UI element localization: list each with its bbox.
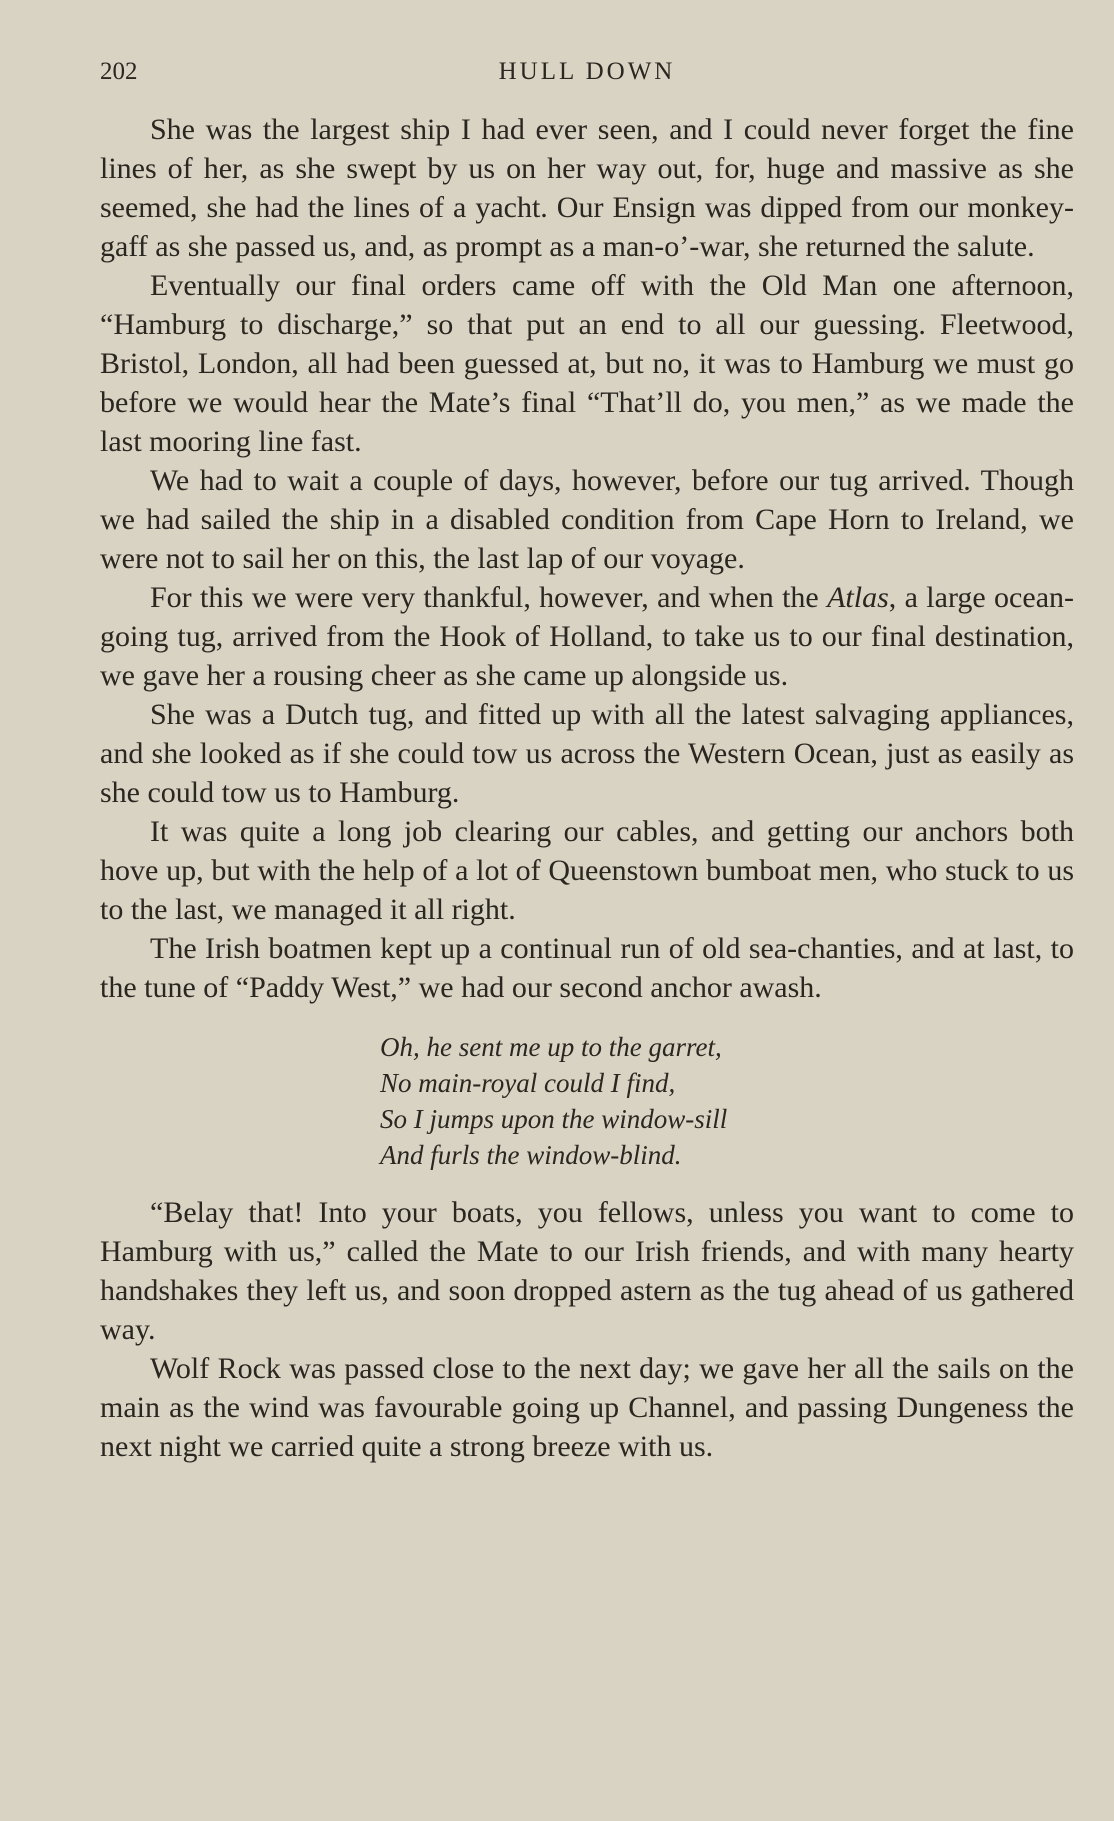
paragraph: She was a Dutch tug, and fitted up with all the latest salvaging appliances, and she looked as if she could tow us across the Western Ocean, just as easily as she could tow us to Hamburg. (100, 698, 1074, 809)
verse-line: No main-royal could I find, (380, 1068, 676, 1098)
paragraph: Wolf Rock was passed close to the next day; we gave her all the sails on the main as the wind was favourable going up Channel, and passing Dungeness the next night we carried quite a strong breeze with us. (100, 1352, 1074, 1463)
paragraph: It was quite a long job clearing our cables, and getting our anchors both hove up, but with the help of a lot of Queenstown bumboat men, who stuck to us to the last, we managed it all right. (100, 815, 1074, 926)
paragraph: The Irish boatmen kept up a continual run of old sea-chanties, and at last, to the tune of “Paddy West,” we had our second anchor awash. (100, 932, 1074, 1004)
paragraph-text: , a large ocean-going tug, arrived from the Hook of Holland, to take us to our final destination, we gave her a rousing cheer as she came up alongside us. (100, 581, 1074, 692)
paragraph: Eventually our final orders came off with the Old Man one afternoon, “Hamburg to discharge,” so that put an end to all our guessing. Fleetwood, Bristol, London, all had been guessed at, but no, it was to Hamburg we must go before we would hear the Mate’s final “That’ll do, you men,” as we made the last mooring line fast. (100, 269, 1074, 458)
verse-line: Oh, he sent me up to the garret, (380, 1032, 722, 1062)
verse-line: And furls the window-blind. (380, 1140, 682, 1170)
paragraph: “Belay that! Into your boats, you fellows, unless you want to come to Hamburg with us,” called the Mate to our Irish friends, and with many hearty handshakes they left us, and soon dropped astern as the tug ahead of us gathered way. (100, 1196, 1074, 1346)
paragraph: We had to wait a couple of days, however, before our tug arrived. Though we had sailed the ship in a disabled condition from Cape Horn to Ireland, we were not to sail her on this, the last lap of our voyage. (100, 464, 1074, 575)
ship-name: Atlas (827, 581, 889, 614)
chanty-verse (380, 1029, 1074, 1173)
verse-line: So I jumps upon the window-sill (380, 1104, 728, 1134)
body-text (100, 110, 1074, 1466)
page-number: 202 (100, 58, 138, 85)
paragraph: She was the largest ship I had ever seen, and I could never forget the fine lines of her, as she swept by us on her way out, for, huge and massive as she seemed, she had the lines of a yacht. Our Ensign was dipped from our monkey-gaff as she passed us, and, as prompt as a man-o’-war, she returned the salute. (100, 113, 1074, 263)
book-title: HULL DOWN (498, 58, 676, 85)
paragraph-atlas (100, 578, 1074, 695)
running-head (100, 58, 1074, 90)
paragraph-text: For this we were very thankful, however, and when the (150, 581, 828, 614)
